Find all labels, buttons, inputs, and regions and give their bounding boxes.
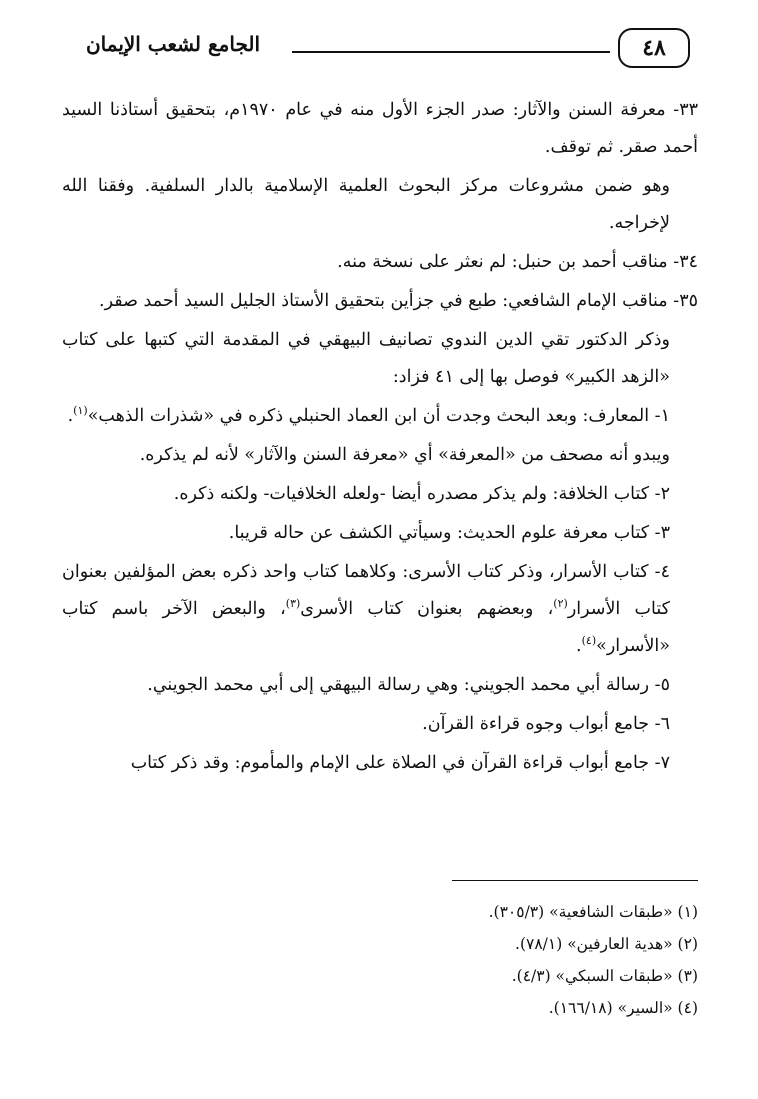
sub-item-1: ١- المعارف: وبعد البحث وجدت أن ابن العماد الحنبلي ذكره في «شذرات الذهب»$^{(١)}$. bbox=[67, 404, 670, 426]
item-number: ٣٥- bbox=[673, 291, 698, 311]
item-text: معرفة السنن والآثار: صدر الجزء الأول منه في عام ١٩٧٠م، بتحقيق أستاذنا السيد أحمد صقر. ثم توقف. bbox=[62, 100, 698, 157]
footnote-ref[interactable]: (٤) bbox=[581, 634, 597, 648]
footnote-ref[interactable]: (٢) bbox=[553, 597, 568, 611]
list-item-34 bbox=[62, 244, 698, 281]
running-title: الجامع لشعب الإيمان bbox=[85, 32, 261, 56]
footnotes bbox=[298, 896, 698, 1024]
list-item-33 bbox=[62, 92, 698, 166]
page-body bbox=[62, 92, 698, 784]
item-text: ، وبعضهم بعنوان كتاب الأسرى bbox=[300, 599, 554, 619]
footnote-rule bbox=[452, 880, 698, 881]
sub-item-3: ٣- كتاب معرفة علوم الحديث: وسيأتي الكشف عن حاله قريبا. bbox=[228, 523, 670, 543]
item-text: ، والبعض الآخر باسم كتاب «الأسرار» bbox=[62, 599, 670, 656]
footnote: (٣) «طبقات السبكي» (٤/٣). bbox=[511, 967, 698, 985]
item-text: مناقب الإمام الشافعي: طبع في جزأين بتحقيق الأستاذ الجليل السيد أحمد صقر. bbox=[99, 291, 668, 311]
footnote: (١) «طبقات الشافعية» (٣٠٥/٣). bbox=[488, 903, 698, 921]
list-item-35 bbox=[62, 283, 698, 320]
page-header bbox=[60, 28, 690, 74]
item-text: مناقب أحمد بن حنبل: لم نعثر على نسخة منه. bbox=[337, 252, 668, 272]
sub-item-4 bbox=[62, 554, 698, 665]
header-rule bbox=[292, 51, 610, 53]
paragraph: وهو ضمن مشروعات مركز البحوث العلمية الإسلامية بالدار السلفية. وفقنا الله لإخراجه. bbox=[62, 176, 670, 233]
item-text: ١- المعارف: وبعد البحث وجدت أن ابن العماد الحنبلي ذكره في «شذرات الذهب» bbox=[87, 406, 670, 426]
item-number: ٣٤- bbox=[673, 252, 698, 272]
item-number: ٣٣- bbox=[673, 100, 698, 120]
sub-item-6: ٦- جامع أبواب وجوه قراءة القرآن. bbox=[422, 714, 670, 734]
footnote-ref[interactable]: (١) bbox=[73, 404, 88, 418]
page-number: ٤٨ bbox=[618, 28, 690, 68]
footnote: (٤) «السير» (١٦٦/١٨). bbox=[548, 999, 698, 1017]
sub-item-7: ٧- جامع أبواب قراءة القرآن في الصلاة على الإمام والمأموم: وقد ذكر كتاب bbox=[130, 753, 670, 773]
sub-item-5: ٥- رسالة أبي محمد الجويني: وهي رسالة البيهقي إلى أبي محمد الجويني. bbox=[147, 675, 670, 695]
footnote: (٢) «هدية العارفين» (٧٨/١). bbox=[515, 935, 698, 953]
item-text: ٤- كتاب الأسرار، وذكر كتاب الأسرى: وكلاهما كتاب واحد ذكره بعض المؤلفين بعنوان كتاب الأسرار bbox=[62, 562, 670, 619]
footnote-ref[interactable]: (٣) bbox=[285, 597, 301, 611]
paragraph: وذكر الدكتور تقي الدين الندوي تصانيف البيهقي في المقدمة التي كتبها على كتاب «الزهد الكبير» فوصل بها إلى ٤١ فزاد: bbox=[62, 330, 670, 387]
sub-item-2: ٢- كتاب الخلافة: ولم يذكر مصدره أيضا -ولعله الخلافيات- ولكنه ذكره. bbox=[173, 484, 670, 504]
paragraph: ويبدو أنه مصحف من «المعرفة» أي «معرفة السنن والآثار» لأنه لم يذكره. bbox=[139, 445, 670, 465]
item-text: . bbox=[576, 636, 582, 656]
